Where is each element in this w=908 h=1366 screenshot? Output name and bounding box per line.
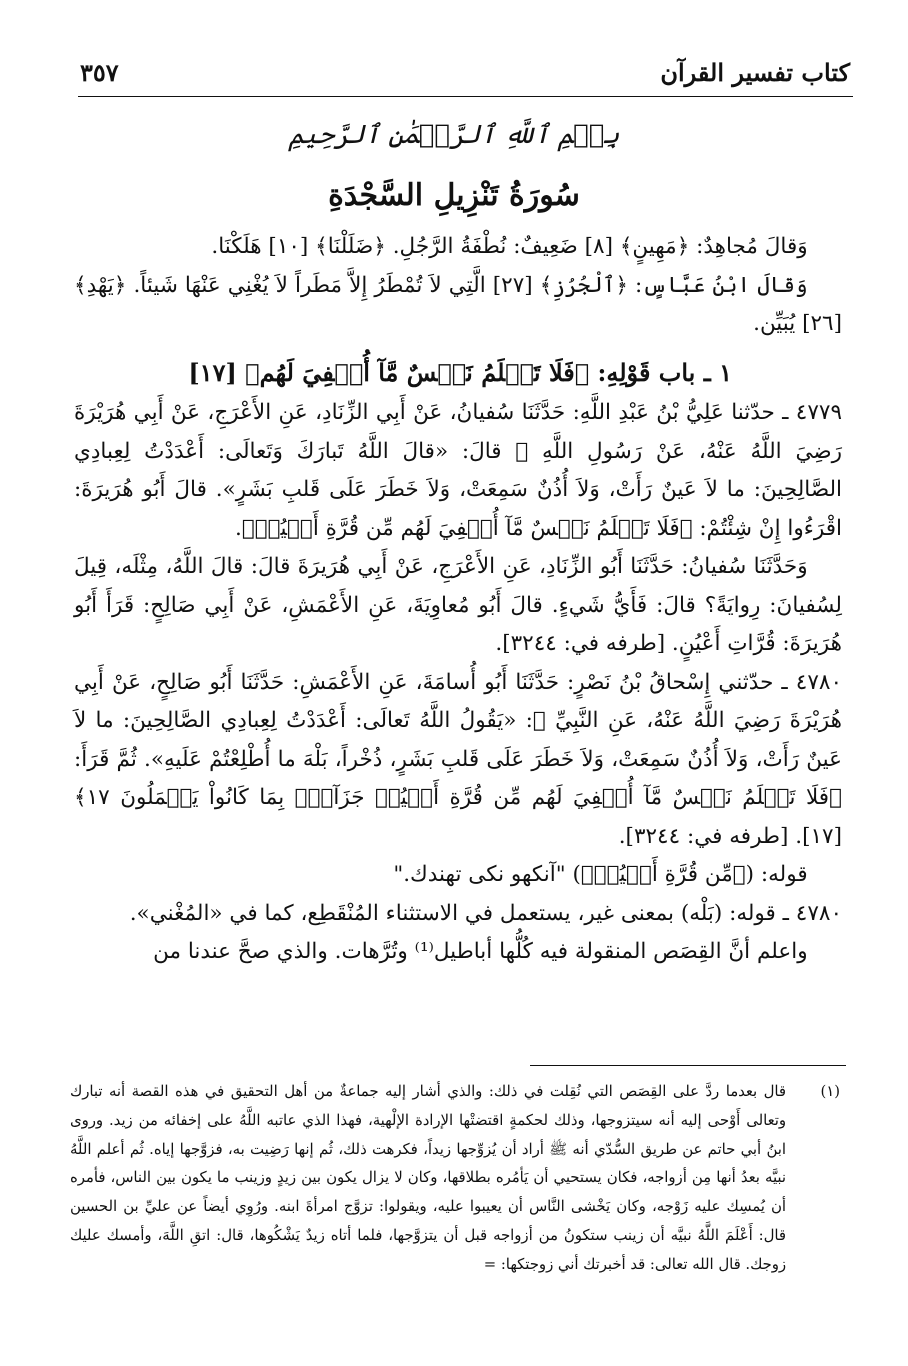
footnote-marker: (١) xyxy=(820,1083,840,1100)
main-text xyxy=(74,228,842,972)
surah-title: سُورَةُ تَنْزِيلِ السَّجْدَةِ xyxy=(328,178,580,213)
running-header-title: كتاب تفسير القرآن xyxy=(660,58,850,87)
header-rule xyxy=(78,96,853,97)
chapter-heading: ١ ـ باب قَوْلِهِ: ﴿فَلَا تَعۡلَمُ نَفۡسٌ مَّآ أُخۡفِيَ لَهُم﴾ [١٧] xyxy=(188,357,732,387)
footnote xyxy=(70,1078,840,1280)
paragraph-sufyan-chain: وَحَدَّثَنَا سُفيانُ: حَدَّثَنَا أَبُو الزِّنَادِ، عَنِ الأَعْرَجِ، عَنْ أَبِي هُرَيرَةَ قالَ: قالَ اللَّهُ، مِثْلَه، قِيلَ لِسُفيانَ: رِوايَةً؟ قالَ: فَأَيُّ شَيءٍ. قالَ أَبُو مُعاوِيَةَ، عَنِ الأَعْمَشِ، عَنْ أَبِي صَالِحٍ: قَرَأَ أَبُو هُرَيرَةَ: قُرَّاتِ أَعْيُنٍ. [طرفه في: ٣٢٤٤]. xyxy=(74,554,842,656)
page-number: ٣٥٧ xyxy=(80,58,119,87)
commentary-qurrat: قوله: (﴿مِّن قُرَّةِ أَعۡيُنٖ﴾) "آنكهو نكى تهندك." xyxy=(393,862,808,887)
footnote-text: قال بعدما ردَّ على القِصَص التي نُقِلت في ذلك: والذي أشار إليه جماعةٌ من أهل التحقيق في هذه القصة أنه تبارك وتعالى أَوْحى إليه أنه سيتزوجها، وذلك لحكمةٍ اقتضتْها الإرادة الإلْهية، فهذا الذي عاتبه اللَّهُ على إخفائه من زيد. وروى ابنُ أبي حاتم عن طريق السُّدّي أنه ﷺ أراد أن يُزوِّجها زيداً، فكرهت ذلك، ثُم إنها رَضِيت به، فزوَّجها إياه. ثُم أعلم اللَّهُ نبيَّه بعدُ أنها مِن أزواجه، فكان يستحيي أن يَأمُره بطلاقها، وكان لا يزال يكون بين زيدٍ وزينب ما يكون بين الناس، فأمره أن يُمسِك عليه زَوْجه، وكان يَخْشى النَّاس أن يعيبوا عليه، ويقولوا: تزوَّج امرأةَ ابنه. ورُوِي أيضاً عن عليِّ بن الحسين قال: أَعْلَمَ اللَّهُ نبيَّه أن زينب ستكونُ من أزواجه قبل أن يتزوَّجها، فلما أتاه زيدٌ يَشْكُوها، قال: اتقِ اللَّهَ، وأمسك عليك زوجك. قال الله تعالى: قد أخبرتك أني زوجتكها: = xyxy=(70,1083,786,1273)
commentary-balh: ٤٧٨٠ ـ قوله: (بَلْه) بمعنى غير، يستعمل في الاستثناء المُنْقَطِع، كما في «المُغْني». xyxy=(129,900,842,926)
basmala: بِسۡمِ ٱللَّهِ ٱلرَّحۡمَٰنِ ٱلرَّحِيمِ xyxy=(288,120,620,150)
hadith-4779: ٤٧٧٩ ـ حدّثنا عَلِيُّ بْنُ عَبْدِ اللَّهِ: حَدَّثَنَا سُفيانُ، عَنْ أَبِي الزِّنَادِ، عَنِ الأَعْرَجِ، عَنْ أَبِي هُرَيْرَةَ رَضِيَ اللَّهُ عَنْهُ، عَنْ رَسُولِ اللَّهِ ﷺ قالَ: «قالَ اللَّهُ تَبارَكَ وَتَعالَى: أَعْدَدْتُ لِعِبادِي الصَّالِحِينَ: ما لاَ عَينٌ رَأَتْ، وَلاَ أُذُنٌ سَمِعَتْ، وَلاَ خَطَرَ عَلَى قَلبِ بَشَرٍ». قالَ أَبُو هُرَيرَةَ: اقْرَءُوا إِنْ شِئْتُمْ: ﴿فَلَا تَعۡلَمُ نَفۡسٌ مَّآ أُخۡفِيَ لَهُم مِّن قُرَّةِ أَعۡيُنٖ﴾. xyxy=(74,400,842,541)
hadith-4780: ٤٧٨٠ ـ حدّثني إِسْحاقُ بْنُ نَصْرٍ: حَدَّثَنَا أَبُو أُسامَةَ، عَنِ الأَعْمَشِ: حَدَّثَنَا أَبُو صَالِحٍ، عَنْ أَبِي هُرَيْرَةَ رَضِيَ اللَّهُ عَنْهُ، عَنِ النَّبِيِّ ﷺ: «يَقُولُ اللَّهُ تَعالَى: أَعْدَدْتُ لِعِبادِي الصَّالِحِينَ: ما لاَ عَينٌ رَأَتْ، وَلاَ أُذُنٌ سَمِعَتْ، وَلاَ خَطَرَ عَلَى قَلبِ بَشَرٍ، ذُخْراً، بَلْهَ ما أُطْلِعْتُمْ عَلَيهِ». ثُمَّ قَرَأَ: ﴿فَلَا تَعۡلَمُ نَفۡسٌ مَّآ أُخۡفِيَ لَهُم مِّن قُرَّةِ أَعۡيُنٖ جَزَآءَۢ بِمَا كَانُواْ يَعۡمَلُونَ ١٧﴾ [١٧]. [طرفه في: ٣٢٤٤]. xyxy=(74,669,842,849)
commentary-qasas: واعلم أنَّ القِصَص المنقولة فيه كُلُّها أباطيل⁽¹⁾ وتُرَّهات. والذي صحَّ عندنا من xyxy=(153,939,808,964)
footnote-rule xyxy=(530,1065,846,1066)
paragraph-mujahid: وَقالَ مُجاهِدٌ: ﴿مَهِينٍ﴾ [٨] ضَعِيفٌ: نُطْفَةُ الرَّجُلِ. ﴿ضَلَلْنَا﴾ [١٠] هَلَكْنَا. xyxy=(211,234,808,259)
paragraph-ibn-abbas: وَقالَ ابْنُ عَبَّاسٍ: ﴿ٱلْجُرُزِ﴾ [٢٧] الَّتِي لاَ تُمْطَرُ إِلاَّ مَطَراً لاَ يُغْنِي عَنْهَا شَيئاً. ﴿يَهْدِ﴾ [٢٦] يُبَيِّن. xyxy=(74,272,842,336)
